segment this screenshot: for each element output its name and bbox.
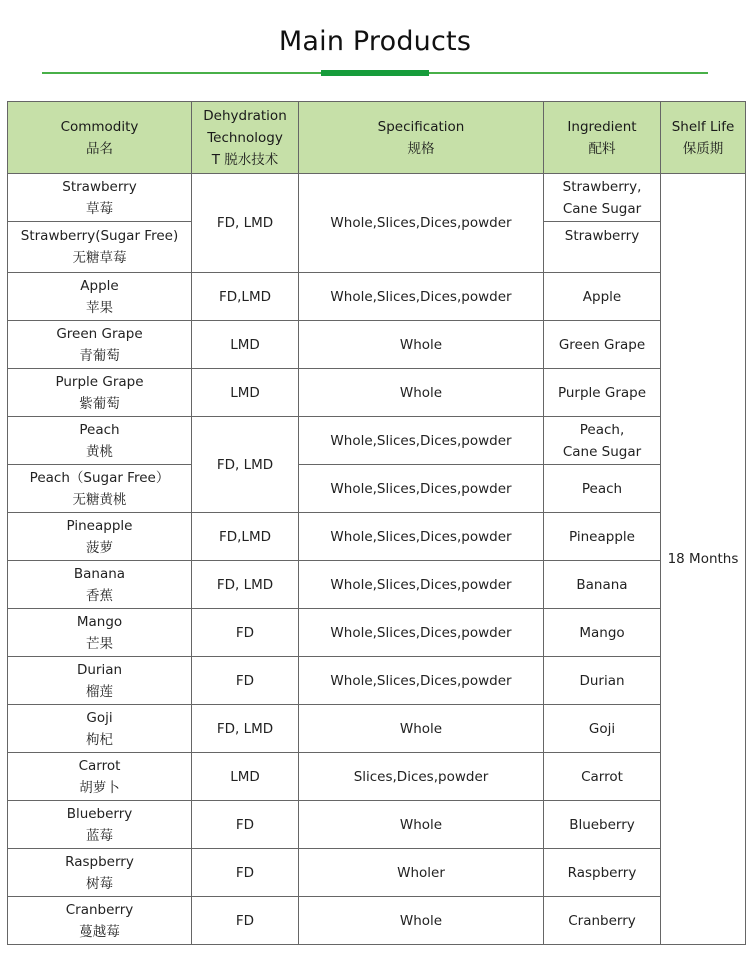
table-row — [8, 174, 746, 222]
ingredient-cell: Carrot — [544, 753, 661, 801]
table-row — [8, 513, 746, 561]
ingredient-cell: Goji — [544, 705, 661, 753]
specification-cell: Whole,Slices,Dices,powder — [299, 561, 544, 609]
technology-cell: FD, LMD — [192, 561, 299, 609]
commodity-cell: Green Grape 青葡萄 — [8, 321, 192, 369]
ingredient-cell: Blueberry — [544, 801, 661, 849]
specification-cell: Whole,Slices,Dices,powder — [299, 273, 544, 321]
specification-cell: Whole — [299, 897, 544, 945]
specification-cell: Whole — [299, 369, 544, 417]
table-row — [8, 705, 746, 753]
technology-cell: FD,LMD — [192, 273, 299, 321]
table-row — [8, 561, 746, 609]
specification-cell: Whole,Slices,Dices,powder — [299, 417, 544, 465]
header-shelf-life: Shelf Life 保质期 — [661, 102, 746, 174]
ingredient-cell: Peach, Cane Sugar — [544, 417, 661, 465]
technology-cell: FD,LMD — [192, 513, 299, 561]
ingredient-cell: Strawberry — [544, 222, 661, 273]
commodity-cell: Banana 香蕉 — [8, 561, 192, 609]
table-header-row — [8, 102, 746, 174]
commodity-cell: Durian 榴莲 — [8, 657, 192, 705]
technology-cell: LMD — [192, 369, 299, 417]
page-title: Main Products — [278, 26, 472, 57]
commodity-cell: Strawberry 草莓 — [8, 174, 192, 222]
specification-cell: Whole,Slices,Dices,powder — [299, 609, 544, 657]
commodity-cell: Carrot 胡萝卜 — [8, 753, 192, 801]
technology-cell: LMD — [192, 753, 299, 801]
specification-cell: Whole — [299, 705, 544, 753]
specification-cell: Whole — [299, 321, 544, 369]
specification-cell: Whole,Slices,Dices,powder — [299, 465, 544, 513]
commodity-cell: Blueberry 蓝莓 — [8, 801, 192, 849]
table-row — [8, 273, 746, 321]
ingredient-cell: Green Grape — [544, 321, 661, 369]
header-ingredient: Ingredient 配料 — [544, 102, 661, 174]
technology-cell: FD — [192, 657, 299, 705]
commodity-cell: Strawberry(Sugar Free) 无糖草莓 — [8, 222, 192, 273]
commodity-cell: Pineapple 菠萝 — [8, 513, 192, 561]
title-underline-accent — [321, 70, 429, 76]
table-row — [8, 369, 746, 417]
commodity-cell: Purple Grape 紫葡萄 — [8, 369, 192, 417]
commodity-cell: Cranberry 蔓越莓 — [8, 897, 192, 945]
specification-cell: Whole,Slices,Dices,powder — [299, 657, 544, 705]
specification-cell: Wholer — [299, 849, 544, 897]
header-commodity: Commodity 品名 — [8, 102, 192, 174]
ingredient-cell: Purple Grape — [544, 369, 661, 417]
technology-cell: FD — [192, 801, 299, 849]
ingredient-cell: Peach — [544, 465, 661, 513]
commodity-cell: Peach（Sugar Free） 无糖黄桃 — [8, 465, 192, 513]
table-row — [8, 801, 746, 849]
table-row — [8, 657, 746, 705]
header-specification: Specification 规格 — [299, 102, 544, 174]
ingredient-cell: Mango — [544, 609, 661, 657]
ingredient-cell: Apple — [544, 273, 661, 321]
specification-cell: Whole — [299, 801, 544, 849]
commodity-cell: Mango 芒果 — [8, 609, 192, 657]
table-row — [8, 417, 746, 465]
table-row — [8, 321, 746, 369]
specification-cell: Whole,Slices,Dices,powder — [299, 174, 544, 273]
commodity-cell: Goji 枸杞 — [8, 705, 192, 753]
technology-cell: LMD — [192, 321, 299, 369]
table-row — [8, 897, 746, 945]
ingredient-cell: Durian — [544, 657, 661, 705]
table-row — [8, 849, 746, 897]
specification-cell: Whole,Slices,Dices,powder — [299, 513, 544, 561]
header-dehydration-technology: Dehydration Technology T 脱水技术 — [192, 102, 299, 174]
ingredient-cell: Banana — [544, 561, 661, 609]
table-row — [8, 753, 746, 801]
products-table — [7, 101, 746, 945]
table-row — [8, 465, 746, 513]
technology-cell: FD — [192, 849, 299, 897]
technology-cell: FD — [192, 897, 299, 945]
commodity-cell: Peach 黄桃 — [8, 417, 192, 465]
commodity-cell: Apple 苹果 — [8, 273, 192, 321]
ingredient-cell: Pineapple — [544, 513, 661, 561]
commodity-cell: Raspberry 树莓 — [8, 849, 192, 897]
technology-cell: FD, LMD — [192, 705, 299, 753]
table-row — [8, 609, 746, 657]
specification-cell: Slices,Dices,powder — [299, 753, 544, 801]
ingredient-cell: Strawberry, Cane Sugar — [544, 174, 661, 222]
technology-cell: FD, LMD — [192, 417, 299, 513]
shelf-life-cell: 18 Months — [661, 174, 746, 945]
ingredient-cell: Cranberry — [544, 897, 661, 945]
technology-cell: FD, LMD — [192, 174, 299, 273]
technology-cell: FD — [192, 609, 299, 657]
ingredient-cell: Raspberry — [544, 849, 661, 897]
